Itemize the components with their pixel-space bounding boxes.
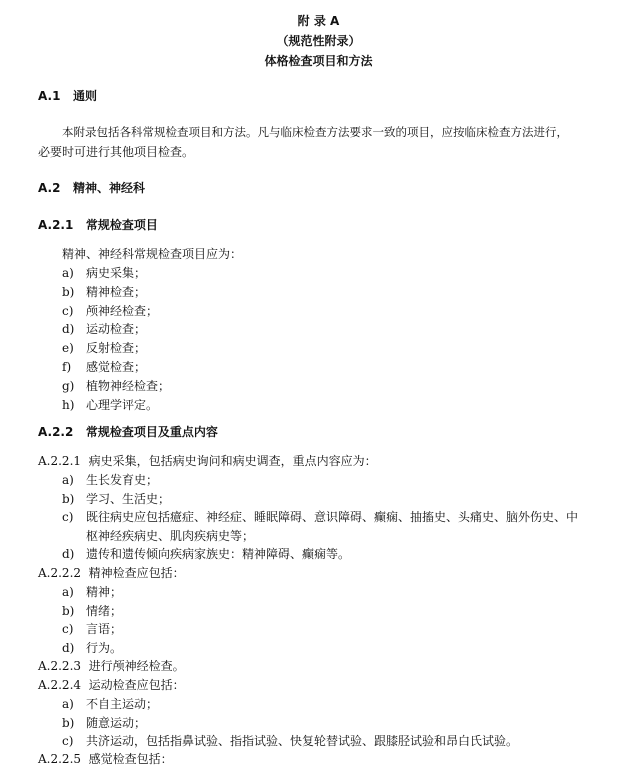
list-item-text: 不自主运动； [86,697,159,711]
clause-a225 [38,752,173,766]
section-title: 通则 [72,89,97,103]
section-heading-a21 [38,218,158,232]
list-intro: 精神、神经科常规检查项目应为： [62,247,243,261]
list-item [62,622,627,636]
section-heading-a22 [38,425,218,439]
list-item [62,322,627,336]
list-item-text: 枢神经疾病史、肌肉疾病史等； [86,528,255,543]
list-item-label: h) [62,397,75,412]
list-item [62,547,627,561]
list-item-label: e) [62,341,74,356]
section-number: A.2.1 [38,218,74,232]
list-item-label: c) [62,734,74,749]
list-item-text: 随意运动； [86,715,147,730]
list-item-label: a) [62,266,74,280]
list-item-text: 植物神经检查； [86,378,171,393]
clause-text: 感觉检查包括： [88,752,173,766]
section-number: A.2 [38,181,61,195]
section-heading-a2 [38,181,145,195]
list-item-label: a) [62,473,74,487]
list-item [62,341,627,355]
list-item-text: 精神； [86,585,123,599]
list-item [62,604,627,618]
list-item-label: c) [62,510,74,525]
list-item-label: c) [62,622,74,637]
list-item-text: 精神检查； [86,284,147,299]
list-item-text: 共济运动，包括指鼻试验、指指试验、快复轮替试验、跟膝胫试验和昂白氏试验。 [86,734,519,749]
list-item-label: b) [62,284,75,299]
list-item-text: 生长发育史； [86,473,159,487]
section-number: A.1 [38,89,61,103]
list-item-text: 感觉检查； [86,360,147,374]
list-item-label: a) [62,697,74,711]
list-item [62,379,627,393]
section-title: 精神、神经科 [72,181,145,195]
section-number: A.2.2 [38,425,74,439]
list-item-label: b) [62,603,75,618]
list-item-label: f) [62,360,72,374]
list-item-text: 颅神经检查； [86,303,159,318]
list-item [62,473,627,487]
list-item-text: 运动检查； [86,322,147,337]
clause-text: 运动检查应包括： [88,678,185,692]
clause-number: A.2.2.2 [38,566,82,580]
list-item [62,697,627,711]
list-item-label: c) [62,303,74,318]
list-item [62,641,627,655]
list-item [62,716,627,730]
list-item-label: d) [62,322,75,337]
clause-number: A.2.2.4 [38,678,82,692]
list-item-label: d) [62,547,75,562]
list-item [62,585,627,599]
list-item-label: d) [62,640,75,655]
clause-text: 病史采集，包括病史询问和病史调查，重点内容应为： [88,454,377,468]
list-item [62,360,627,374]
list-item-text: 病史采集； [86,266,147,280]
paragraph-line: 本附录包括各科常规检查项目和方法。凡与临床检查方法要求一致的项目，应按临床检查方法进行， [62,125,568,139]
list-item [62,529,627,543]
normative-label: （规范性附录） [276,34,361,48]
list-item-text: 情绪； [86,603,123,618]
list-item-label: a) [62,585,74,599]
section-title: 常规检查项目 [85,218,158,232]
clause-a221 [38,454,377,468]
clause-number: A.2.2.3 [38,659,82,673]
list-item-label: b) [62,491,75,506]
list-item-text: 心理学评定。 [86,397,159,412]
list-item [62,734,627,748]
clause-a222 [38,566,185,580]
list-item [62,398,627,412]
clause-number: A.2.2.1 [38,454,82,468]
list-item-label: g) [62,378,75,393]
section-heading-a1 [38,89,97,103]
list-item [62,266,627,280]
list-item-text: 反射检查； [86,341,147,356]
list-item-text: 学习、生活史； [86,491,171,506]
clause-a223 [38,659,185,673]
list-item [62,510,627,524]
clause-text: 进行颅神经检查。 [88,659,185,673]
annex-label: 附 录 A [297,14,340,28]
clause-a224 [38,678,185,692]
list-item [62,285,627,299]
paragraph-line: 必要时可进行其他项目检查。 [38,145,195,159]
list-item-label: b) [62,715,75,730]
list-item-text: 既往病史应包括癔症、神经症、睡眠障碍、意识障碍、癫痫、抽搐史、头痛史、脑外伤史、中 [86,510,579,525]
list-item [62,304,627,318]
section-title: 常规检查项目及重点内容 [85,425,218,439]
clause-text: 精神检查应包括： [88,566,185,580]
list-item-text: 遗传和遗传倾向疾病家族史：精神障碍、癫痫等。 [86,547,351,562]
list-item-text: 行为。 [86,640,123,655]
clause-number: A.2.2.5 [38,752,82,766]
list-item-text: 言语； [86,622,123,637]
list-item [62,492,627,506]
annex-title: 体格检查项目和方法 [264,54,373,68]
